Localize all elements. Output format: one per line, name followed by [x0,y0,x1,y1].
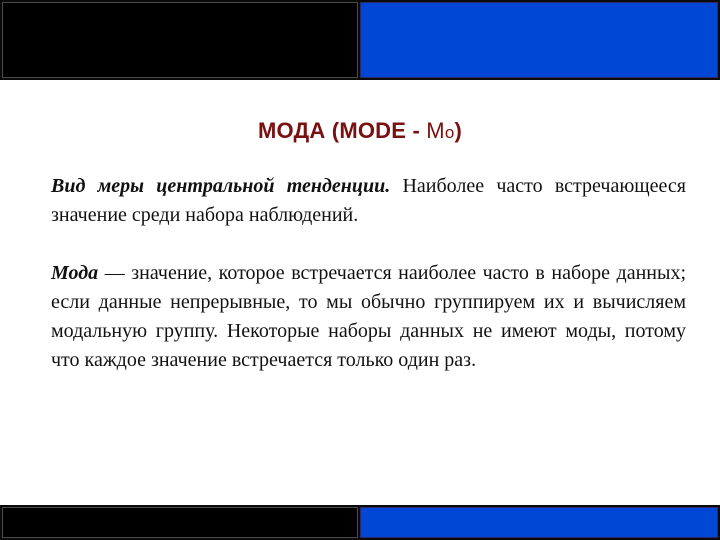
title-main: МОДА (MODE - [257,118,427,143]
bottom-blue-block [360,507,718,538]
top-black-block [2,2,358,78]
definition-term: Вид меры центральной тенденции. [51,175,391,197]
mode-text: — значение, которое встречается наиболее часто в наборе данных; если данные непрерывные, то мы обычно группируем их и вычисляем модальную группу. Некоторые наборы данных не имеют моды, потому что каждое значение встречается только один раз. [51,262,687,371]
mode-term: Мода [51,262,99,284]
title-close: ) [454,118,463,143]
definition-text: Наиболее часто встречающееся значение среди набора наблюдений. [51,175,686,226]
mode-paragraph [51,259,686,375]
bottom-black-block [2,507,358,538]
bottom-decor-band [0,505,720,540]
slide-body [51,172,686,375]
title-subscript: о [444,123,455,142]
definition-paragraph [51,172,686,230]
slide-title [0,118,720,144]
title-symbol: Мо [426,118,455,143]
top-blue-block [360,2,718,78]
top-decor-band [0,0,720,80]
